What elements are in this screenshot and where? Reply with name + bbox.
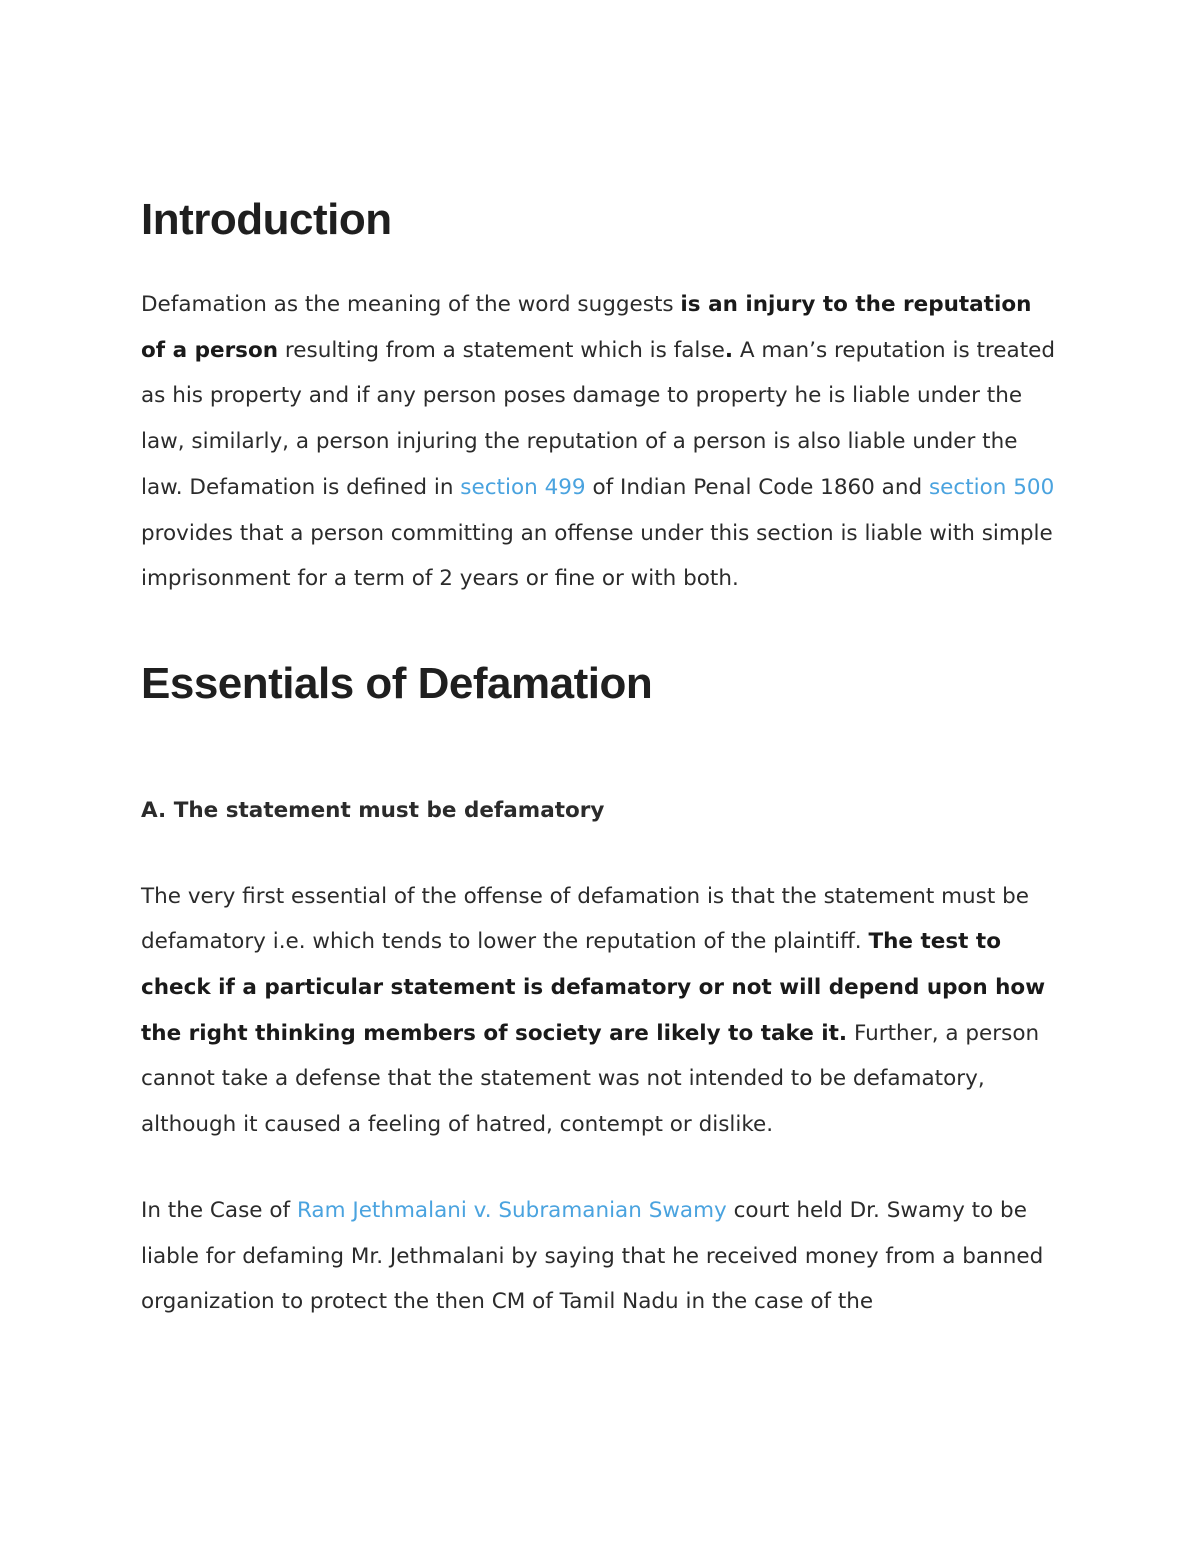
essentials-heading: Essentials of Defamation	[141, 658, 653, 708]
case-text-2: court held Dr. Swamy to be liable for defaming Mr. Jethmalani by saying that he received money from a banned organization to protect the then CM of Tamil Nadu in the case of the	[141, 1197, 1044, 1315]
statement-subheading: A. The statement must be defamatory	[141, 797, 605, 823]
case-text-1: In the Case of	[141, 1197, 297, 1223]
intro-text-4: of Indian Penal Code 1860 and	[585, 474, 929, 500]
intro-text-2: resulting from a statement which is false	[278, 337, 725, 363]
introduction-paragraph	[141, 282, 1061, 602]
ess-text-1: The very first essential of the offense of defamation is that the statement must be defamatory i.e. which tends to lower the reputation of the plaintiff.	[141, 883, 1030, 955]
introduction-heading: Introduction	[141, 195, 392, 244]
intro-bold-2: .	[724, 337, 733, 363]
ram-jethmalani-case-link[interactable]: Ram Jethmalani v. Subramanian Swamy	[296, 1197, 727, 1223]
intro-text-1: Defamation as the meaning of the word suggests	[141, 292, 681, 317]
essentials-paragraph-1	[141, 874, 1061, 1148]
essentials-paragraph-2	[141, 1188, 1061, 1325]
ess-bold-1: The test to check if a particular statement is defamatory or not will depend upon how the right thinking members of society are likely to take it.	[141, 929, 1046, 1046]
ess-text-2: Further, a person cannot take a defense that the statement was not intended to be defamatory, although it caused a feeling of hatred, contempt or dislike.	[141, 1020, 1040, 1138]
document-page	[141, 190, 1061, 1325]
section-500-link[interactable]: section 500	[928, 474, 1055, 500]
intro-text-5: provides that a person committing an offense under this section is liable with simple imprisonment for a term of 2 years or fine or with both.	[141, 520, 1053, 592]
intro-text-3: A man’s reputation is treated as his property and if any person poses damage to property he is liable under the law, similarly, a person injuring the reputation of a person is also liable under the law. Defamation is defined in	[141, 337, 1055, 500]
section-499-link[interactable]: section 499	[460, 474, 586, 500]
intro-bold-1: is an injury to the reputation of a person	[141, 292, 1032, 363]
